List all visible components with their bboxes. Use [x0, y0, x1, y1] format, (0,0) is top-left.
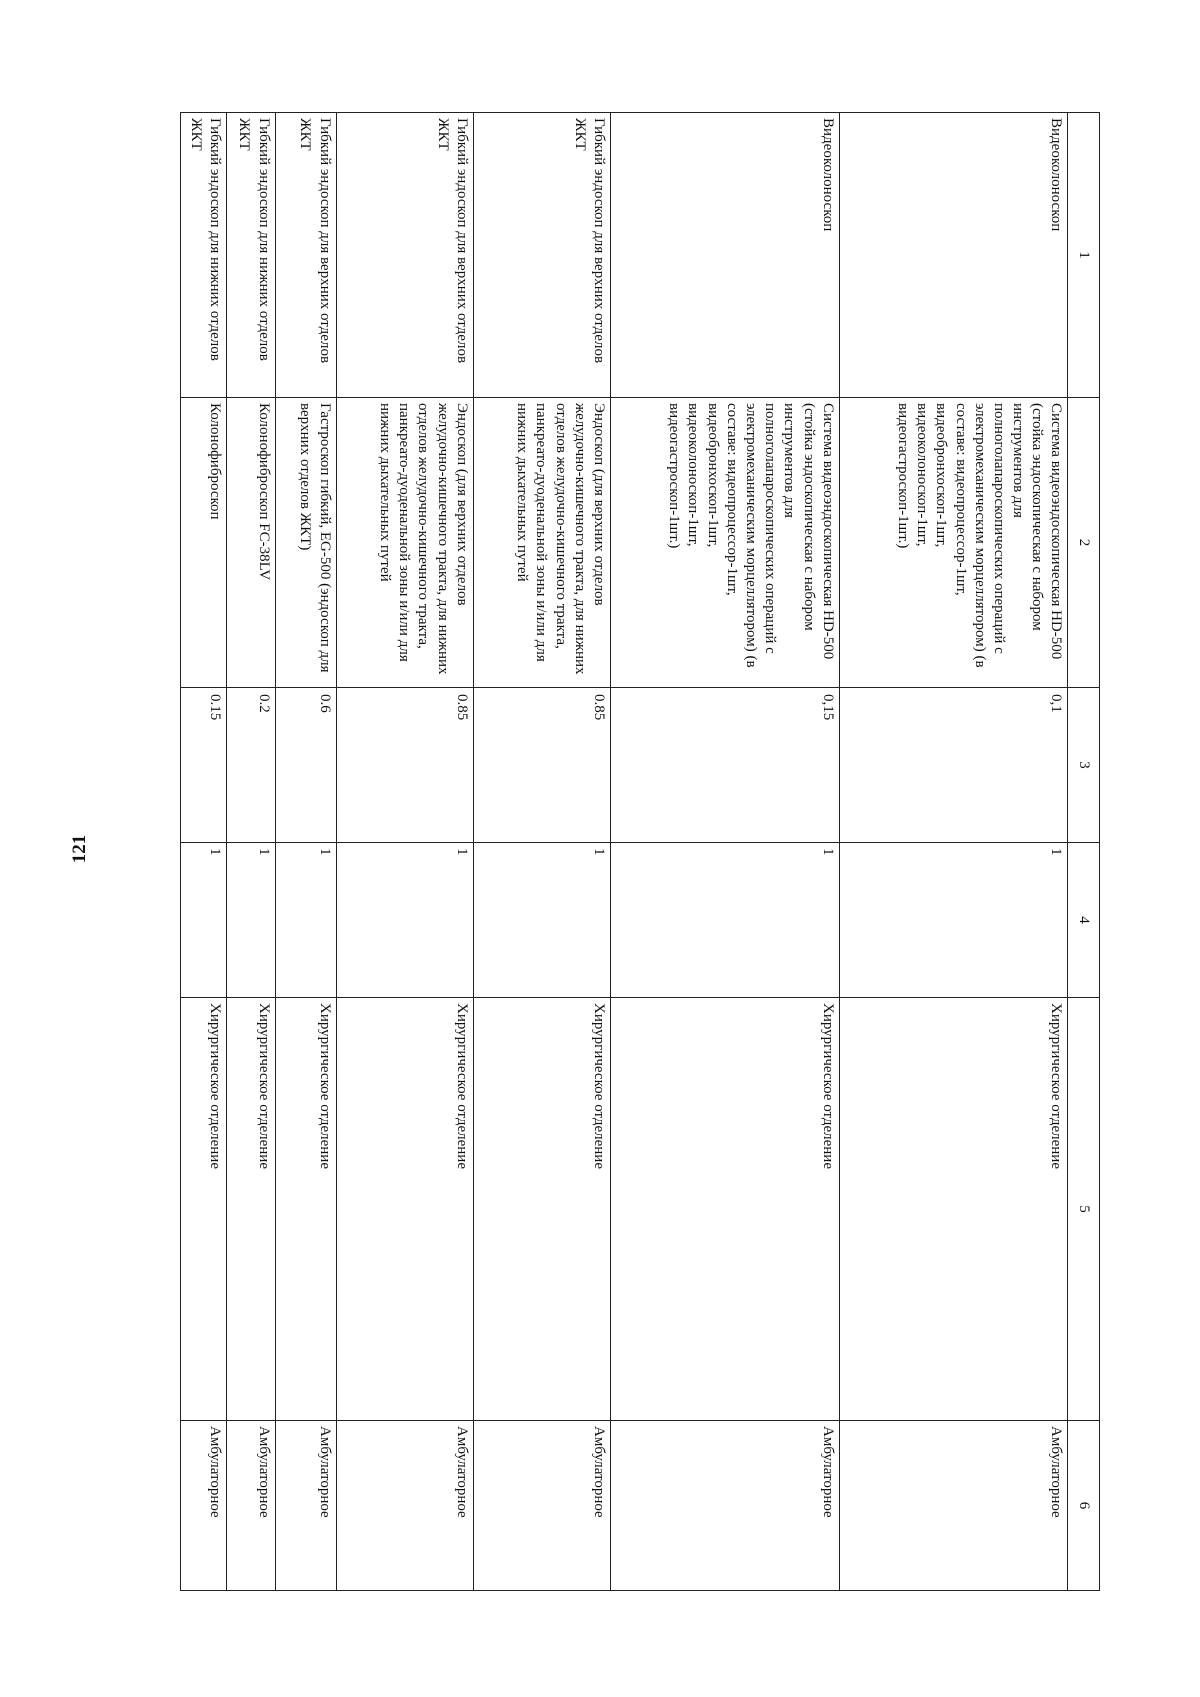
table-header-row	[1068, 113, 1100, 1591]
department-cell: Хирургическое отделение	[473, 998, 610, 1421]
column-header: 4	[1068, 843, 1100, 998]
column-header: 5	[1068, 998, 1100, 1421]
column-header: 6	[1068, 1421, 1100, 1591]
quantity-cell: 1	[275, 843, 336, 998]
table-row	[181, 113, 227, 1591]
table-row	[611, 113, 840, 1591]
table-row	[839, 113, 1068, 1591]
coefficient-cell: 0,1	[839, 688, 1068, 843]
page-number: 121	[69, 834, 90, 864]
equipment-description-cell: Эндоскоп (для верхних отделов желудочно-кишечного тракта, для нижних отделов желудочно-кишечного тракта, панкреато-дуоденальной зоны и/или для нижних дыхательных путей	[336, 398, 473, 688]
care-type-cell: Амбулаторное	[839, 1421, 1068, 1591]
care-type-cell: Амбулаторное	[226, 1421, 275, 1591]
table-row	[275, 113, 336, 1591]
column-header: 3	[1068, 688, 1100, 843]
equipment-description-cell: Гастроскоп гибкий, EG-500 (эндоскоп для верхних отделов ЖКТ)	[275, 398, 336, 688]
equipment-name-cell: Гибкий эндоскоп для нижних отделов ЖКТ	[181, 113, 227, 398]
quantity-cell: 1	[336, 843, 473, 998]
equipment-name-cell: Гибкий эндоскоп для верхних отделов ЖКТ	[336, 113, 473, 398]
equipment-table-rotated	[180, 112, 1100, 1590]
equipment-description-cell: Колонофиброскоп FC-38LV	[226, 398, 275, 688]
equipment-name-cell: Гибкий эндоскоп для верхних отделов ЖКТ	[473, 113, 610, 398]
equipment-description-cell: Система видеоэндоскопическая HD-500 (стойка эндоскопическая с набором инструментов для полноголапароскопических операций с электромеханическим морцеллятором) (в составе: видеопроцессор-1шт, видеобронхоскоп-1шт, видеоколоноскоп-1шт, видеогастроскоп-1шт.)	[611, 398, 840, 688]
quantity-cell: 1	[181, 843, 227, 998]
coefficient-cell: 0.85	[336, 688, 473, 843]
table-row	[473, 113, 610, 1591]
department-cell: Хирургическое отделение	[226, 998, 275, 1421]
table-row	[226, 113, 275, 1591]
coefficient-cell: 0,15	[611, 688, 840, 843]
equipment-name-cell: Гибкий эндоскоп для верхних отделов ЖКТ	[275, 113, 336, 398]
department-cell: Хирургическое отделение	[839, 998, 1068, 1421]
care-type-cell: Амбулаторное	[473, 1421, 610, 1591]
coefficient-cell: 0.15	[181, 688, 227, 843]
equipment-description-cell: Система видеоэндоскопическая HD-500 (стойка эндоскопическая с набором инструментов для полноголапароскопических операций с электромеханическим морцеллятором) (в составе: видеопроцессор-1шт, видеобронхоскоп-1шт, видеоколоноскоп-1шт, видеогастроскоп-1шт.)	[839, 398, 1068, 688]
table-row	[336, 113, 473, 1591]
quantity-cell: 1	[839, 843, 1068, 998]
column-header: 1	[1068, 113, 1100, 398]
department-cell: Хирургическое отделение	[275, 998, 336, 1421]
equipment-name-cell: Видеоколоноскоп	[611, 113, 840, 398]
coefficient-cell: 0.2	[226, 688, 275, 843]
equipment-table	[180, 112, 1100, 1591]
quantity-cell: 1	[611, 843, 840, 998]
coefficient-cell: 0.6	[275, 688, 336, 843]
department-cell: Хирургическое отделение	[611, 998, 840, 1421]
care-type-cell: Амбулаторное	[336, 1421, 473, 1591]
coefficient-cell: 0.85	[473, 688, 610, 843]
department-cell: Хирургическое отделение	[336, 998, 473, 1421]
quantity-cell: 1	[473, 843, 610, 998]
equipment-name-cell: Видеоколоноскоп	[839, 113, 1068, 398]
care-type-cell: Амбулаторное	[275, 1421, 336, 1591]
column-header: 2	[1068, 398, 1100, 688]
department-cell: Хирургическое отделение	[181, 998, 227, 1421]
equipment-name-cell: Гибкий эндоскоп для нижних отделов ЖКТ	[226, 113, 275, 398]
equipment-description-cell: Эндоскоп (для верхних отделов желудочно-кишечного тракта, для нижних отделов желудочно-кишечного тракта, панкреато-дуоденальной зоны и/или для нижних дыхательных путей	[473, 398, 610, 688]
care-type-cell: Амбулаторное	[611, 1421, 840, 1591]
quantity-cell: 1	[226, 843, 275, 998]
equipment-description-cell: Колонофиброскоп	[181, 398, 227, 688]
care-type-cell: Амбулаторное	[181, 1421, 227, 1591]
